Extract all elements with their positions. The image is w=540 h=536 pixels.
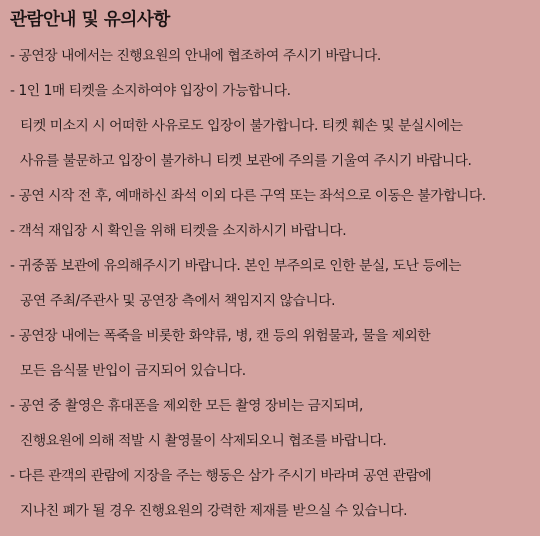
notice-line-conduct-cont: 지나친 폐가 될 경우 진행요원의 강력한 제재를 받으실 수 있습니다. xyxy=(20,503,408,519)
notice-line-valuables-cont: 공연 주최/주관사 및 공연장 측에서 책임지지 않습니다. xyxy=(20,293,336,309)
notice-title: 관람안내 및 유의사항 xyxy=(10,10,170,30)
notice-line-ticket: - 1인 1매 티켓을 소지하여야 입장이 가능합니다. xyxy=(10,83,291,99)
notice-line-hazards: - 공연장 내에는 폭죽을 비롯한 화약류, 병, 캔 등의 위험물과, 물을 제외한 xyxy=(10,328,431,344)
notice-line-conduct: - 다른 관객의 관람에 지장을 주는 행동은 삼가 주시기 바라며 공연 관람에 xyxy=(10,468,432,484)
notice-line-staff: - 공연장 내에서는 진행요원의 안내에 협조하여 주시기 바랍니다. xyxy=(10,48,381,64)
notice-line-valuables: - 귀중품 보관에 유의해주시기 바랍니다. 본인 부주의로 인한 분실, 도난 등에는 xyxy=(10,258,461,274)
notice-line-seat: - 공연 시작 전 후, 예매하신 좌석 이외 다른 구역 또는 좌석으로 이동은 불가합니다. xyxy=(10,188,486,204)
notice-line-ticket-cont-2: 사유를 불문하고 입장이 불가하니 티켓 보관에 주의를 기울여 주시기 바랍니다. xyxy=(20,153,472,169)
notice-line-reentry: - 객석 재입장 시 확인을 위해 티켓을 소지하시기 바랍니다. xyxy=(10,223,347,239)
notice-line-filming-cont: 진행요원에 의해 적발 시 촬영물이 삭제되오니 협조를 바랍니다. xyxy=(20,433,387,449)
notice-line-hazards-cont: 모든 음식물 반입이 금지되어 있습니다. xyxy=(20,363,246,379)
notice-line-filming: - 공연 중 촬영은 휴대폰을 제외한 모든 촬영 장비는 금지되며, xyxy=(10,398,363,414)
notice-line-ticket-cont-1: 티켓 미소지 시 어떠한 사유로도 입장이 불가합니다. 티켓 훼손 및 분실시에는 xyxy=(20,118,463,134)
